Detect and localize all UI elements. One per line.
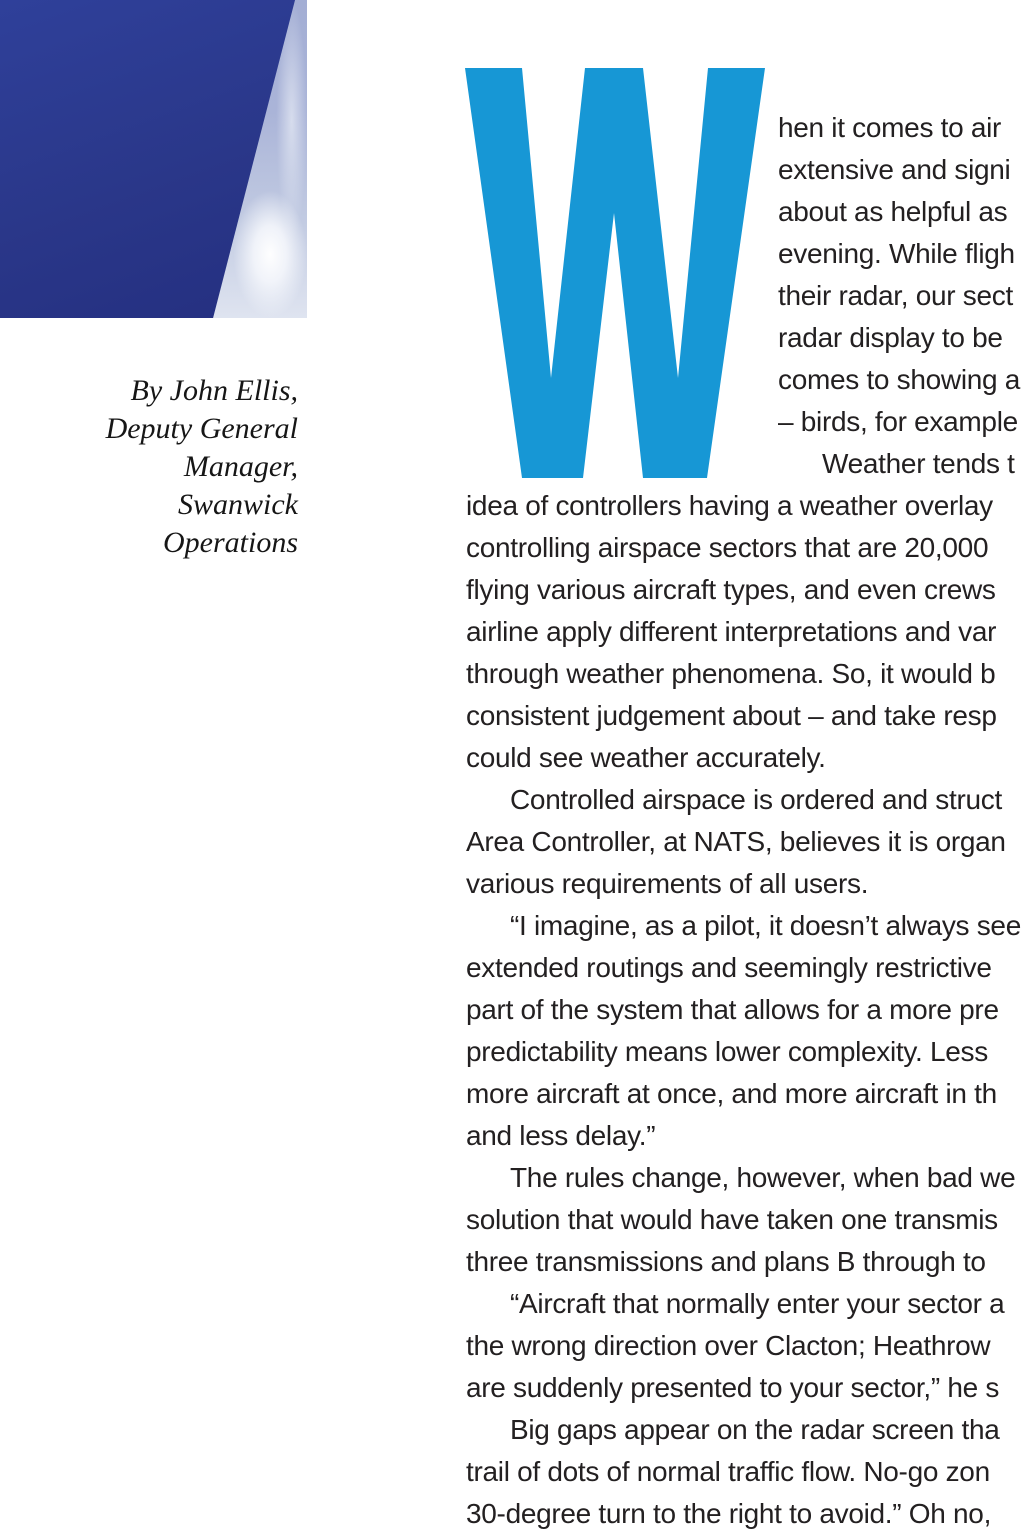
article-text-line: idea of controllers having a weather overlay — [466, 490, 993, 521]
article-text-line: “I imagine, as a pilot, it doesn’t always see — [510, 910, 1021, 941]
article-text-line: various requirements of all users. — [466, 868, 869, 899]
article-text-line: and less delay.” — [466, 1120, 656, 1151]
article-text-line: extended routings and seemingly restrictive — [466, 952, 992, 983]
article-text-line: are suddenly presented to your sector,” he s — [466, 1372, 1000, 1403]
article-text-line: Area Controller, at NATS, believes it is organ — [466, 826, 1006, 857]
byline — [0, 372, 298, 562]
article-text-line: their radar, our sect — [778, 280, 1013, 311]
byline-line: Operations — [163, 526, 298, 559]
hero-image — [0, 0, 307, 318]
article-text-line: airline apply different interpretations and var — [466, 616, 997, 647]
article-text-line: radar display to be — [778, 322, 1003, 353]
article-text-line: Big gaps appear on the radar screen tha — [510, 1414, 1000, 1445]
article-text-line: could see weather accurately. — [466, 742, 826, 773]
article-text-line: “Aircraft that normally enter your sector a — [510, 1288, 1005, 1319]
article-text-line: Controlled airspace is ordered and struct — [510, 784, 1002, 815]
article-text-line: three transmissions and plans B through to — [466, 1246, 986, 1277]
article-text-line: extensive and signi — [778, 154, 1011, 185]
article-text-line: – birds, for example — [778, 406, 1018, 437]
article-text-line: the wrong direction over Clacton; Heathrow — [466, 1330, 991, 1361]
article-text-line: more aircraft at once, and more aircraft in th — [466, 1078, 997, 1109]
article-body — [466, 107, 1024, 1535]
article-text-line: consistent judgement about – and take resp — [466, 700, 997, 731]
article-text-line: solution that would have taken one transmis — [466, 1204, 998, 1235]
article-text-line: 30-degree turn to the right to avoid.” Oh no, — [466, 1498, 992, 1529]
article-text-line: hen it comes to air — [778, 112, 1002, 143]
article-text-line: flying various aircraft types, and even crews — [466, 574, 996, 605]
article-text-line: comes to showing a — [778, 364, 1021, 395]
article-text-line: Weather tends t — [822, 448, 1015, 479]
article-text-line: controlling airspace sectors that are 20,000 — [466, 532, 989, 563]
byline-line: By John Ellis, — [130, 374, 298, 407]
article-text-line: The rules change, however, when bad we — [510, 1162, 1016, 1193]
article-text-line: about as helpful as — [778, 196, 1008, 227]
article-text-line: through weather phenomena. So, it would b — [466, 658, 996, 689]
article-text-line: part of the system that allows for a more pre — [466, 994, 999, 1025]
article-text-line: trail of dots of normal traffic flow. No-go zon — [466, 1456, 990, 1487]
article-text-line: predictability means lower complexity. Less — [466, 1036, 988, 1067]
byline-line: Swanwick — [178, 488, 298, 521]
byline-line: Manager, — [183, 450, 298, 483]
article-text-line: evening. While fligh — [778, 238, 1015, 269]
byline-line: Deputy General — [105, 412, 298, 445]
